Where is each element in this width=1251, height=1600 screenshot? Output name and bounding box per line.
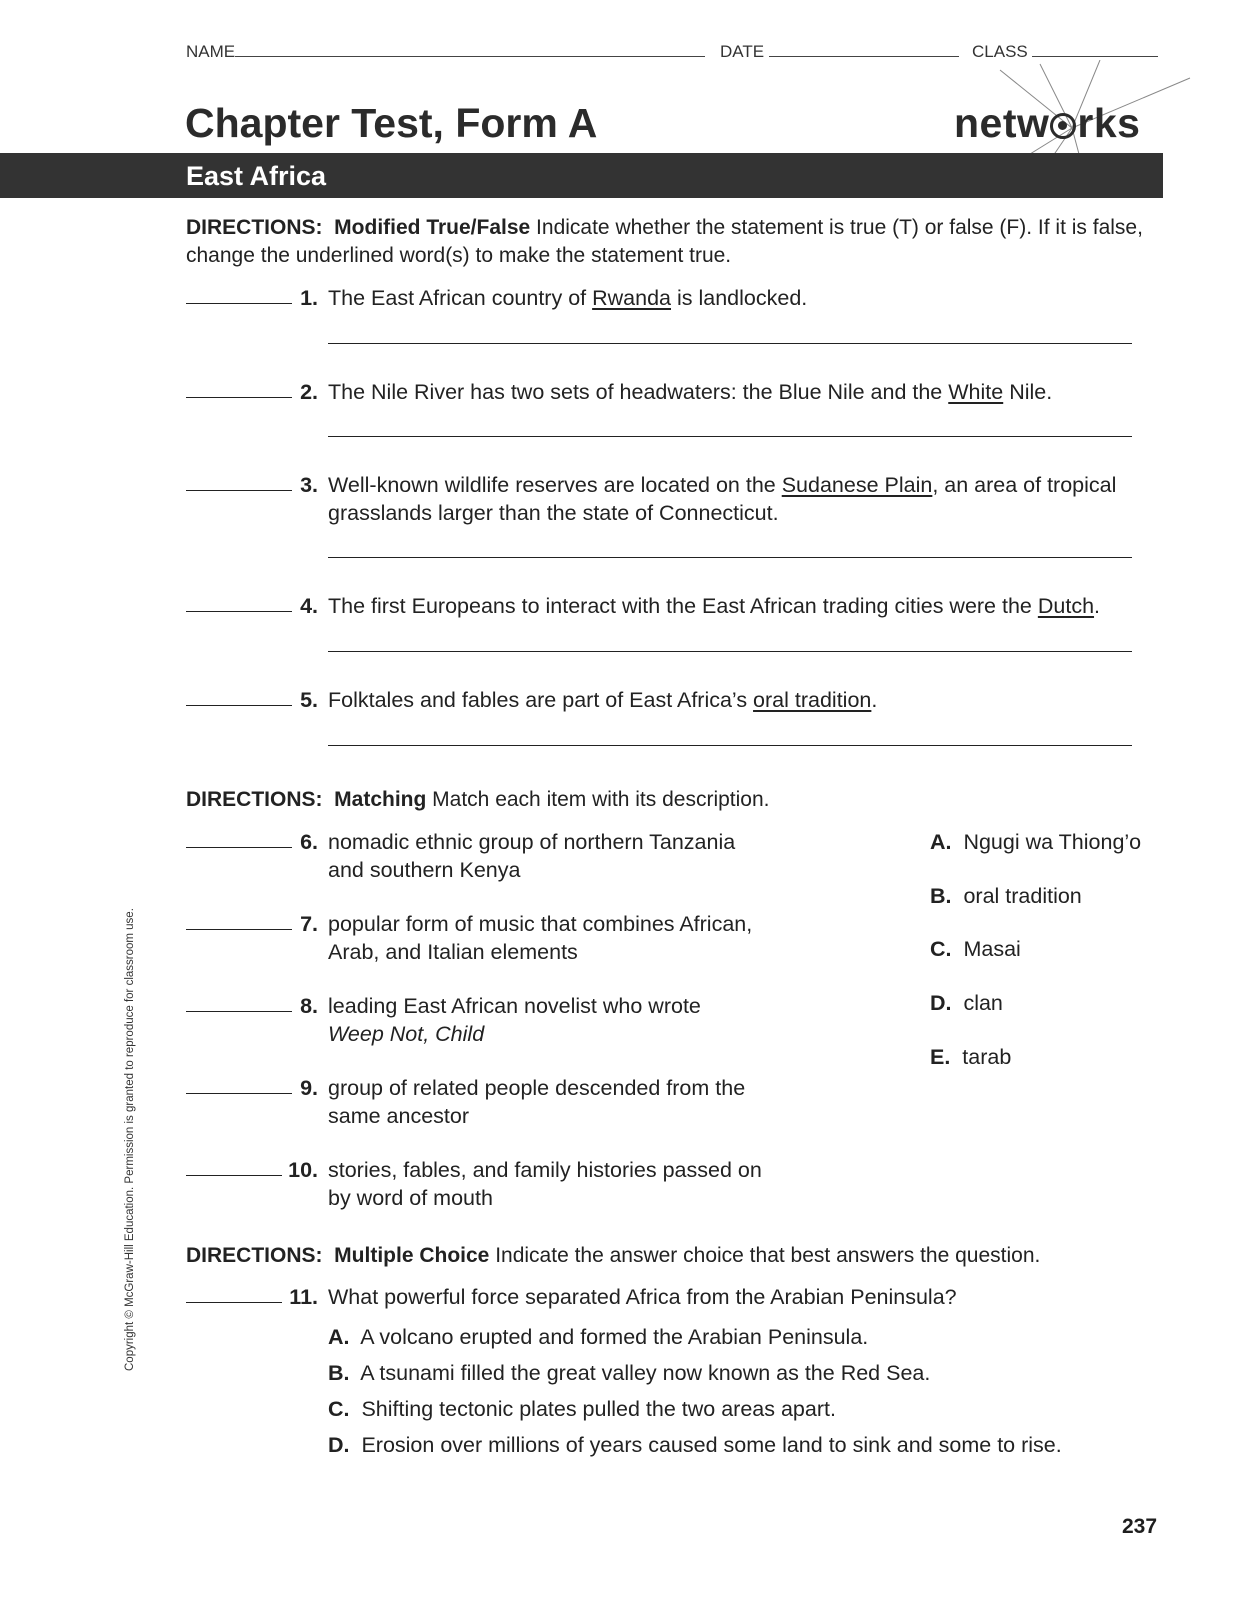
matching-description: group of related people descended from the same ancestor [328,1076,746,1128]
choice-a: A. A volcano erupted and formed the Arabian Peninsula. [328,1325,869,1349]
date-field [720,42,959,62]
underlined-term: oral tradition [753,688,872,712]
answer-blank-3[interactable] [186,490,292,491]
question-number: 11. [289,1285,318,1309]
question-number: 7. [300,912,318,936]
question-text: The Nile River has two sets of headwaters: the Blue Nile and the White Nile. [328,380,1053,404]
name-field [186,42,705,62]
choice-c: C. Shifting tectonic plates pulled the two areas apart. [328,1397,836,1421]
matching-choice-b: B. oral tradition [930,884,1082,908]
underlined-term: Dutch [1037,594,1095,618]
class-label: CLASS [972,42,1028,61]
underlined-term: White [948,380,1004,404]
question-number: 9. [300,1076,318,1100]
name-blank[interactable] [235,42,705,57]
matching-description: leading East African novelist who wrote Weep Not, Child [328,994,701,1046]
networks-logo [954,100,1140,147]
question-number: 10. [288,1158,318,1182]
question-text: What powerful force separated Africa from the Arabian Peninsula? [328,1285,957,1309]
answer-blank-11[interactable] [186,1302,282,1303]
page-number: 237 [1122,1515,1158,1538]
matching-description: nomadic ethnic group of northern Tanzania and southern Kenya [328,830,736,882]
question-number: 3. [300,473,318,497]
directions-text: Indicate whether the statement is true (T) or false (F). If it is false, change the underlined word(s) to make the statement true. [186,216,1143,267]
directions-type: Modified True/False [334,216,531,239]
class-blank[interactable] [1032,42,1158,57]
matching-choice-e: E. tarab [930,1045,1012,1069]
answer-blank-10[interactable] [186,1175,282,1176]
page-title: Chapter Test, Form A [185,100,598,146]
answer-blank-2[interactable] [186,397,292,398]
question-text: The East African country of Rwanda is landlocked. [328,286,808,310]
directions-text: Indicate the answer choice that best answers the question. [489,1244,1041,1267]
correction-line-2[interactable] [328,436,1132,437]
date-blank[interactable] [769,42,959,57]
name-label: NAME [186,42,236,61]
question-text: Folktales and fables are part of East Africa’s oral tradition. [328,688,878,712]
directions-matching [186,786,1166,814]
answer-blank-4[interactable] [186,611,292,612]
question-number: 1. [300,286,318,310]
directions-label: DIRECTIONS: [186,788,323,811]
question-text: The first Europeans to interact with the East African trading cities were the Dutch. [328,594,1101,618]
directions-text: Match each item with its description. [426,788,770,811]
banner-title: East Africa [186,161,327,191]
matching-choice-c: C. Masai [930,937,1021,961]
question-number: 8. [300,994,318,1018]
matching-description: stories, fables, and family histories passed on by word of mouth [328,1158,762,1210]
matching-choice-d: D. clan [930,991,1003,1015]
answer-blank-7[interactable] [186,929,292,930]
underlined-term: Sudanese Plain [781,473,933,497]
answer-blank-5[interactable] [186,705,292,706]
matching-choice-a: A. Ngugi wa Thiong’o [930,830,1142,854]
directions-type: Matching [334,788,427,811]
answer-blank-8[interactable] [186,1011,292,1012]
question-number: 4. [300,594,318,618]
copyright-notice: Copyright © McGraw-Hill Education. Permission is granted to reproduce for classroom use. [124,908,136,1371]
question-text: Well-known wildlife reserves are located on the Sudanese Plain, an area of tropical grasslands larger than the state of Connecticut. [328,473,1117,525]
question-number: 5. [300,688,318,712]
question-number: 6. [300,830,318,854]
question-number: 2. [300,380,318,404]
directions-type: Multiple Choice [334,1244,490,1267]
correction-line-1[interactable] [328,343,1132,344]
logo-text-start: netw [954,100,1050,146]
choice-d: D. Erosion over millions of years caused some land to sink and some to rise. [328,1433,1062,1457]
directions-label: DIRECTIONS: [186,1244,323,1267]
correction-line-4[interactable] [328,651,1132,652]
logo-text-end: rks [1077,100,1141,146]
class-field [972,42,1158,62]
answer-blank-1[interactable] [186,303,292,304]
underlined-term: Rwanda [592,286,671,310]
directions-multiple-choice [186,1242,1176,1270]
choice-b: B. A tsunami filled the great valley now known as the Red Sea. [328,1361,931,1385]
correction-line-3[interactable] [328,557,1132,558]
answer-blank-6[interactable] [186,847,292,848]
date-label: DATE [720,42,765,61]
section-banner [0,153,1163,198]
matching-description: popular form of music that combines African, Arab, and Italian elements [328,912,753,964]
directions-true-false [186,214,1166,270]
logo-circle-icon [1050,113,1076,139]
answer-blank-9[interactable] [186,1093,292,1094]
directions-label: DIRECTIONS: [186,216,323,239]
correction-line-5[interactable] [328,745,1132,746]
